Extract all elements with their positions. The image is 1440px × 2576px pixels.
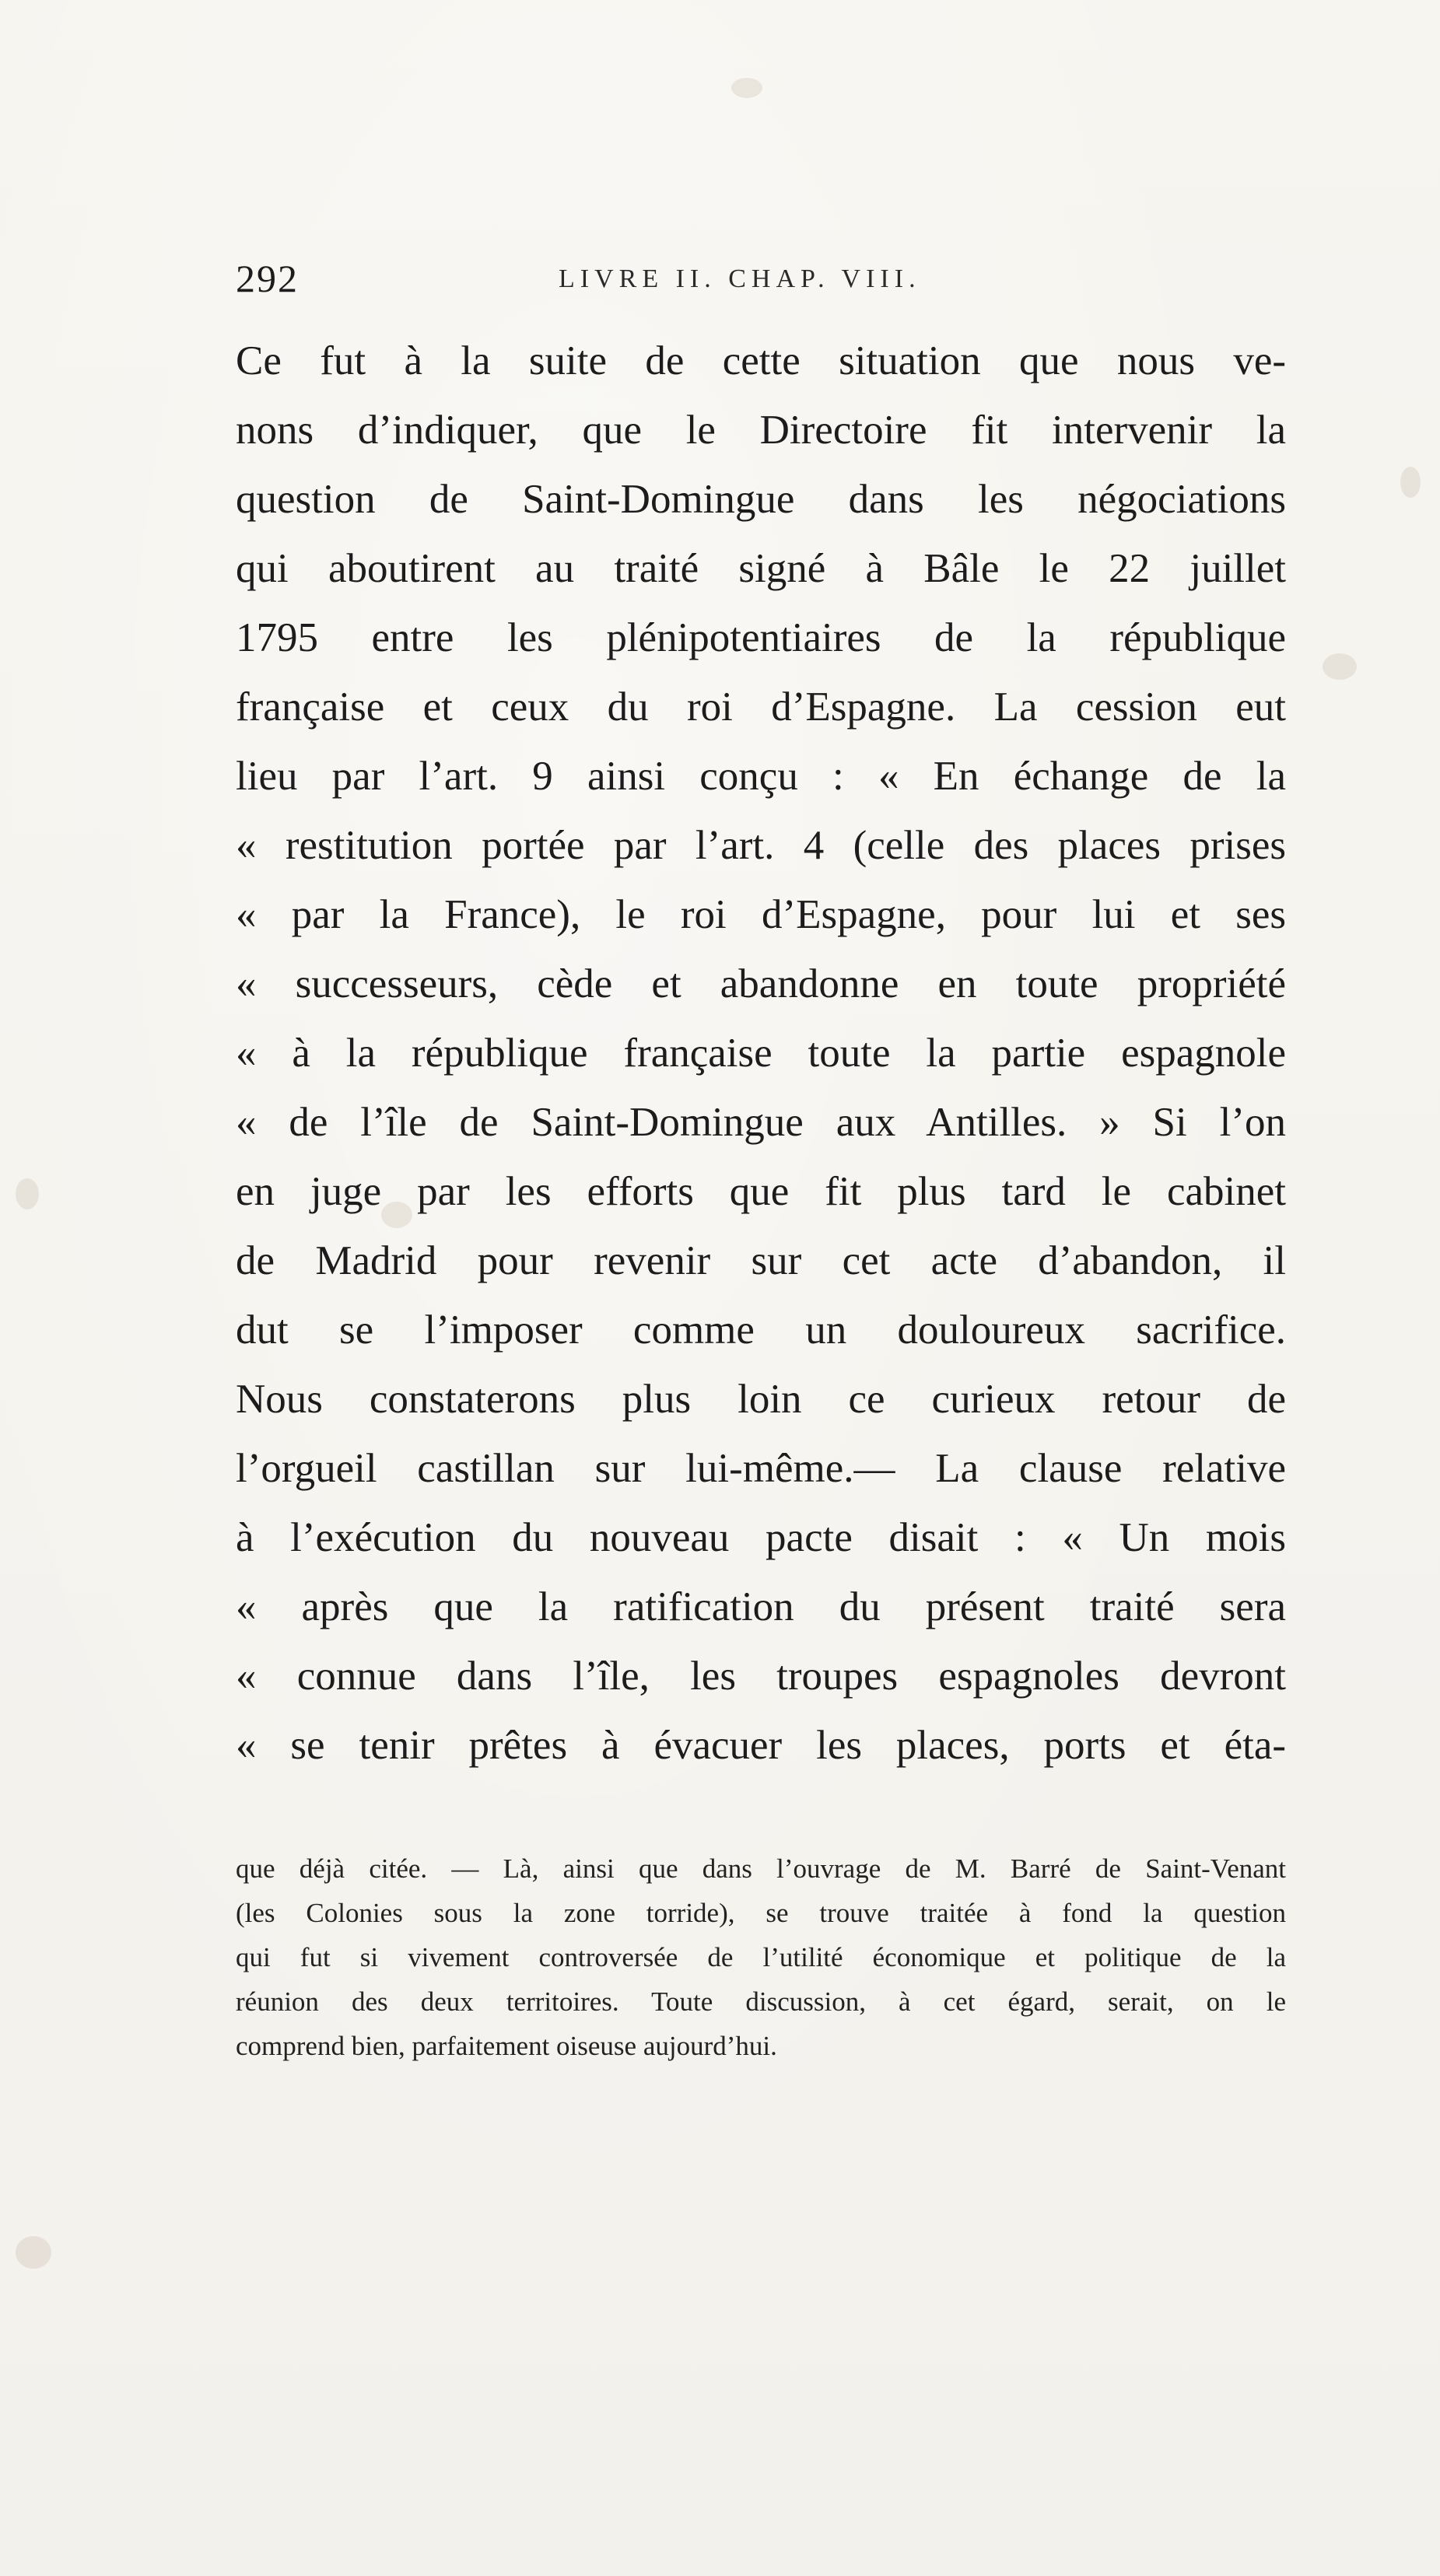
text-line: de Madrid pour revenir sur cet acte d’abandon, il <box>236 1238 1286 1283</box>
text-line: « successeurs, cède et abandonne en toute propriété <box>236 961 1286 1006</box>
text-line: « par la France), le roi d’Espagne, pour lui et ses <box>236 892 1286 937</box>
text-line: Ce fut à la suite de cette situation que nous ve- <box>236 338 1286 383</box>
page-number: 292 <box>236 257 299 300</box>
text-line: « de l’île de Saint-Domingue aux Antilles. » Si l’on <box>236 1100 1286 1145</box>
text-line: « à la république française toute la partie espagnole <box>236 1031 1286 1076</box>
text-line: « restitution portée par l’art. 4 (celle des places prises <box>236 823 1286 868</box>
footnote-line: réunion des deux territoires. Toute discussion, à cet égard, serait, on le <box>236 1986 1286 2017</box>
page-header <box>236 255 1286 302</box>
paper-stain <box>16 1178 39 1209</box>
footnote-line: que déjà citée. — Là, ainsi que dans l’ouvrage de M. Barré de Saint-Venant <box>236 1853 1286 1884</box>
text-line: à l’exécution du nouveau pacte disait : « Un mois <box>236 1515 1286 1560</box>
text-line: dut se l’imposer comme un douloureux sacrifice. <box>236 1307 1286 1353</box>
text-line: « se tenir prêtes à évacuer les places, ports et éta- <box>236 1723 1286 1768</box>
text-line: Nous constaterons plus loin ce curieux retour de <box>236 1377 1286 1422</box>
text-line: nons d’indiquer, que le Directoire fit intervenir la <box>236 408 1286 453</box>
text-line: française et ceux du roi d’Espagne. La cession eut <box>236 684 1286 730</box>
footnote <box>236 1846 1286 2068</box>
text-line: « après que la ratification du présent traité sera <box>236 1584 1286 1629</box>
paper-stain <box>731 78 762 98</box>
running-head: LIVRE II. CHAP. VIII. <box>559 264 921 293</box>
footnote-line: (les Colonies sous la zone torride), se trouve traitée à fond la question <box>236 1898 1286 1928</box>
text-line: en juge par les efforts que fit plus tard le cabinet <box>236 1169 1286 1214</box>
text-line: qui aboutirent au traité signé à Bâle le 22 juillet <box>236 546 1286 591</box>
text-line: question de Saint-Domingue dans les négociations <box>236 477 1286 522</box>
text-line: « connue dans l’île, les troupes espagnoles devront <box>236 1654 1286 1699</box>
paper-stain <box>1400 467 1421 498</box>
footnote-line: qui fut si vivement controversée de l’utilité économique et politique de la <box>236 1942 1286 1972</box>
main-text <box>236 327 1286 1780</box>
paper-stain <box>1323 653 1357 680</box>
paper-stain <box>16 2236 51 2269</box>
text-line: 1795 entre les plénipotentiaires de la république <box>236 615 1286 660</box>
text-line: lieu par l’art. 9 ainsi conçu : « En échange de la <box>236 754 1286 799</box>
footnote-line: comprend bien, parfaitement oiseuse aujourd’hui. <box>236 2031 777 2061</box>
text-line: l’orgueil castillan sur lui-même.— La clause relative <box>236 1446 1286 1491</box>
